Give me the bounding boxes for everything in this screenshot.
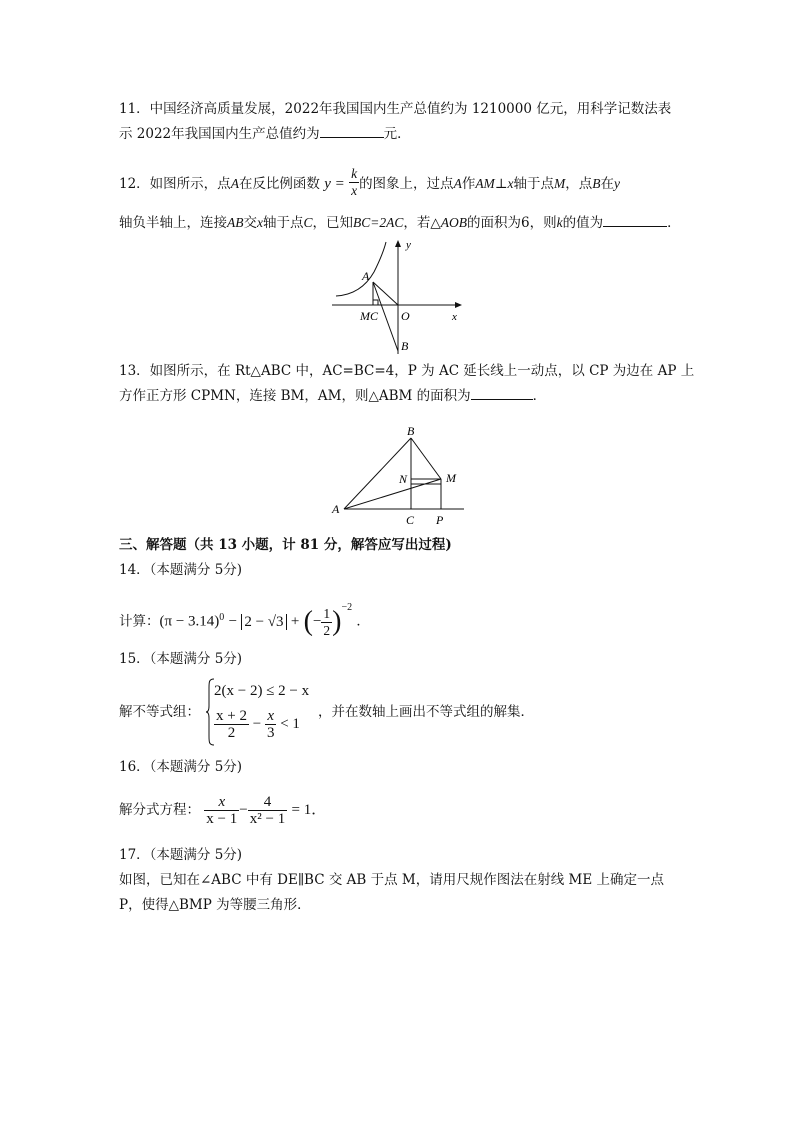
label-M: M bbox=[446, 471, 456, 485]
label-A: A bbox=[362, 269, 370, 283]
axis-label: y bbox=[614, 176, 621, 191]
x-axis-arrow bbox=[455, 302, 462, 308]
q13-line2 bbox=[119, 387, 546, 405]
hyperbola-curve bbox=[336, 242, 386, 296]
q12-line1 bbox=[119, 168, 620, 201]
q11-line1: 11．中国经济高质量发展，2022年我国国内生产总值约为 1210000 亿元，用科学记数法表 bbox=[119, 101, 672, 117]
numerator: k bbox=[351, 166, 358, 181]
q12-line2 bbox=[119, 214, 681, 232]
q12-text: 的图象上，过点 bbox=[359, 176, 454, 192]
q17-head: 17．（本题满分 5分) bbox=[119, 847, 243, 863]
q11-line2-end: 元． bbox=[383, 126, 411, 142]
k-symbol: k bbox=[556, 215, 563, 230]
exponent-zero: 0 bbox=[219, 612, 225, 623]
denominator: x² − 1 bbox=[249, 811, 286, 827]
answer-blank bbox=[603, 214, 667, 227]
answer-blank bbox=[471, 387, 533, 400]
segment-BM bbox=[411, 438, 441, 479]
q16-head: 16．（本题满分 5分) bbox=[119, 759, 243, 775]
numerator: 1 bbox=[323, 605, 331, 621]
q12-text: 轴于点 bbox=[513, 176, 555, 192]
label-MC: MC bbox=[360, 309, 378, 323]
neg-sign: − bbox=[312, 613, 322, 630]
q11-line2 bbox=[119, 125, 411, 143]
k-over-x-fraction bbox=[349, 166, 359, 199]
q12-text: 轴负半轴上，连接 bbox=[119, 215, 227, 231]
denominator: x − 1 bbox=[206, 811, 238, 827]
point-label: M bbox=[554, 176, 566, 191]
q15-head: 15．（本题满分 5分) bbox=[119, 651, 243, 667]
answer-blank bbox=[320, 125, 384, 138]
label-x: x bbox=[452, 311, 457, 323]
segment-label: AB bbox=[227, 215, 244, 230]
q15-label: 解不等式组： bbox=[119, 704, 200, 720]
segment-label: AM bbox=[475, 176, 495, 191]
figure-q13 bbox=[330, 422, 470, 528]
q14-end: ． bbox=[356, 613, 370, 630]
fraction-x-over-3 bbox=[265, 708, 277, 741]
minus-sign: − bbox=[252, 715, 262, 732]
q12-text: 在 bbox=[600, 176, 615, 192]
perp-symbol: ⊥ bbox=[494, 176, 508, 192]
q13-line1: 13．如图所示，在 Rt△ABC 中，AC=BC=4，P 为 AC 延长线上一动点，以 CP 为边在 AP 上 bbox=[119, 363, 695, 379]
q12-text: ，已知 bbox=[312, 215, 354, 231]
y-axis-arrow bbox=[395, 240, 401, 247]
condition: BC=2AC bbox=[353, 215, 404, 230]
exponent-neg2: −2 bbox=[341, 602, 353, 613]
q13-text: ． bbox=[532, 388, 547, 404]
point-label: A bbox=[230, 176, 239, 191]
q14-head: 14．（本题满分 5分) bbox=[119, 562, 243, 578]
point-label: B bbox=[592, 176, 601, 191]
q12-text: ，点 bbox=[565, 176, 593, 192]
q17-line1: 如图，已知在∠ABC 中有 DE∥BC 交 AB 于点 M，请用尺规作图法在射线 ME 上确定一点 bbox=[119, 872, 664, 888]
q13-text: 方作正方形 CPMN，连接 BM，AM，则△ABM 的面积为 bbox=[119, 388, 471, 404]
q16-label: 解分式方程： bbox=[119, 802, 200, 818]
q17-line2: P，使得△BMP 为等腰三角形． bbox=[119, 897, 311, 913]
q12-text: 在反比例函数 bbox=[238, 176, 320, 192]
q12-text: 的值为 bbox=[562, 215, 604, 231]
inequality-2 bbox=[214, 708, 300, 741]
right-angle-mark bbox=[373, 300, 378, 305]
absolute-value: 2 − √3 bbox=[241, 614, 286, 630]
axis-label: x bbox=[257, 215, 263, 230]
denominator: x bbox=[351, 183, 358, 198]
q14-expression: 计算：$(\pi - 3.14)^0 - 2 - √3$ + (− $\frac{1}{2}$ )$^{-2}$ ． bbox=[119, 602, 370, 638]
denominator: 2 bbox=[323, 622, 331, 638]
label-P: P bbox=[436, 513, 444, 527]
q12-text: 作 bbox=[461, 176, 476, 192]
fraction-4-over-x2-minus-1 bbox=[248, 794, 287, 827]
q11-line2-text: 示 2022年我国国内生产总值约为 bbox=[119, 126, 320, 142]
fraction-x-plus-2-over-2 bbox=[214, 708, 249, 741]
numerator: x bbox=[204, 794, 239, 811]
axis-label: x bbox=[507, 176, 514, 191]
fraction-x-over-x-minus-1 bbox=[204, 794, 239, 827]
label-C: C bbox=[406, 513, 415, 527]
plus-sign: + bbox=[290, 613, 300, 630]
q12-text: 12．如图所示，点 bbox=[119, 176, 231, 192]
label-y: y bbox=[406, 239, 411, 251]
one-half-fraction bbox=[321, 606, 332, 639]
denominator: 3 bbox=[266, 725, 275, 741]
denominator: 2 bbox=[227, 725, 236, 741]
pi-term: (π − 3.14) bbox=[159, 613, 220, 630]
label-B: B bbox=[407, 424, 415, 438]
label-N: N bbox=[399, 472, 408, 486]
label-A: A bbox=[332, 502, 340, 516]
q12-text: 的面积为6，则 bbox=[467, 215, 557, 231]
point-label: C bbox=[303, 215, 313, 230]
q16-equation bbox=[119, 792, 326, 828]
numerator: x bbox=[265, 708, 277, 725]
inequality-1: 2(x − 2) ≤ 2 − x bbox=[214, 683, 310, 699]
q15-instruction: ，并在数轴上画出不等式组的解集． bbox=[318, 704, 534, 720]
q12-text: 轴于点 bbox=[263, 215, 304, 231]
figure-q12 bbox=[326, 238, 466, 356]
label-O: O bbox=[401, 309, 410, 323]
function-lhs: y = bbox=[324, 176, 345, 192]
q12-text: ． bbox=[667, 215, 681, 231]
equals-one: = 1． bbox=[291, 802, 327, 818]
triangle-label: AOB bbox=[440, 215, 468, 230]
label-B: B bbox=[401, 339, 409, 353]
numerator: 4 bbox=[248, 794, 287, 811]
minus-sign: − bbox=[239, 802, 248, 818]
numerator: x + 2 bbox=[216, 708, 247, 724]
q14-label: 计算： bbox=[119, 613, 160, 630]
lt-one: < 1 bbox=[280, 715, 300, 732]
minus-sign: − bbox=[228, 613, 238, 630]
q12-text: 交 bbox=[243, 215, 257, 231]
point-label: A bbox=[453, 176, 462, 191]
q12-text: ，若△ bbox=[403, 215, 441, 231]
section-heading: 三、解答题（共 13 小题，计 81 分，解答应写出过程) bbox=[119, 537, 452, 553]
